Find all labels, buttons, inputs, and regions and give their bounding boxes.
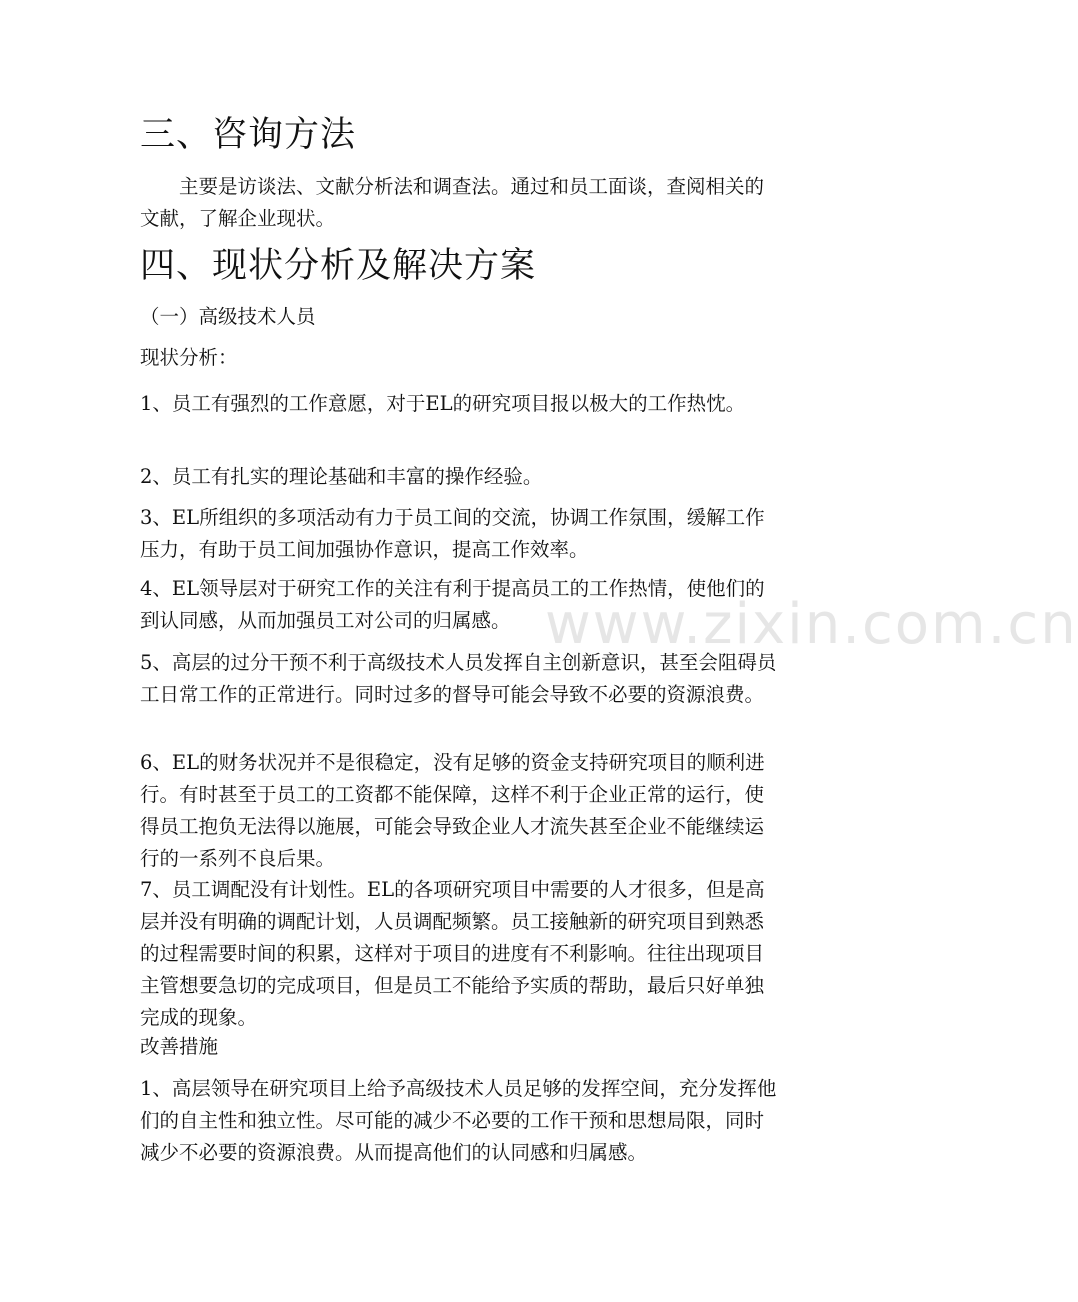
- improvement-item-1: 1、高层领导在研究项目上给予高级技术人员足够的发挥空间，充分发挥他们的自主性和独立性。尽可能的减少不必要的工作干预和思想局限，同时减少不必要的资源浪费。从而提高他们的认同感和归属感。: [140, 1077, 777, 1164]
- section-heading-status-analysis: 四、现状分析及解决方案: [140, 246, 537, 286]
- status-item-7: 7、员工调配没有计划性。EL的各项研究项目中需要的人才很多，但是高层并没有明确的调配计划，人员调配频繁。员工接触新的研究项目到熟悉的过程需要时间的积累，这样对于项目的进度有不利影响。往往出现项目主管想要急切的完成项目，但是员工不能给予实质的帮助，最后只好单独完成的现象。: [140, 878, 765, 1029]
- improvement-label: 改善措施: [140, 1035, 219, 1058]
- status-item-2: 2、员工有扎实的理论基础和丰富的操作经验。: [140, 465, 543, 488]
- status-item-1: 1、员工有强烈的工作意愿，对于EL的研究项目报以极大的工作热忱。: [140, 392, 746, 415]
- subsection-title: （一）高级技术人员: [140, 305, 316, 328]
- section-heading-consulting-method: 三、咨询方法: [140, 115, 357, 155]
- status-item-6: 6、EL的财务状况并不是很稳定，没有足够的资金支持研究项目的顺利进行。有时甚至于员工的工资都不能保障，这样不利于企业正常的运行，使得员工抱负无法得以施展，可能会导致企业人才流失甚至企业不能继续运行的一系列不良后果。: [140, 751, 765, 870]
- status-item-5: 5、高层的过分干预不利于高级技术人员发挥自主创新意识，甚至会阻碍员工日常工作的正常进行。同时过多的督导可能会导致不必要的资源浪费。: [140, 651, 777, 706]
- method-paragraph: 主要是访谈法、文献分析法和调查法。通过和员工面谈，查阅相关的文献，了解企业现状。: [140, 175, 765, 230]
- status-item-4: 4、EL领导层对于研究工作的关注有利于提高员工的工作热情，使他们的到认同感，从而加强员工对公司的归属感。: [140, 577, 765, 632]
- status-item-3: 3、EL所组织的多项活动有力于员工间的交流，协调工作氛围，缓解工作压力，有助于员工间加强协作意识，提高工作效率。: [140, 506, 765, 561]
- status-analysis-label: 现状分析：: [140, 346, 238, 369]
- watermark: www.zixin.com.cn: [545, 592, 1078, 657]
